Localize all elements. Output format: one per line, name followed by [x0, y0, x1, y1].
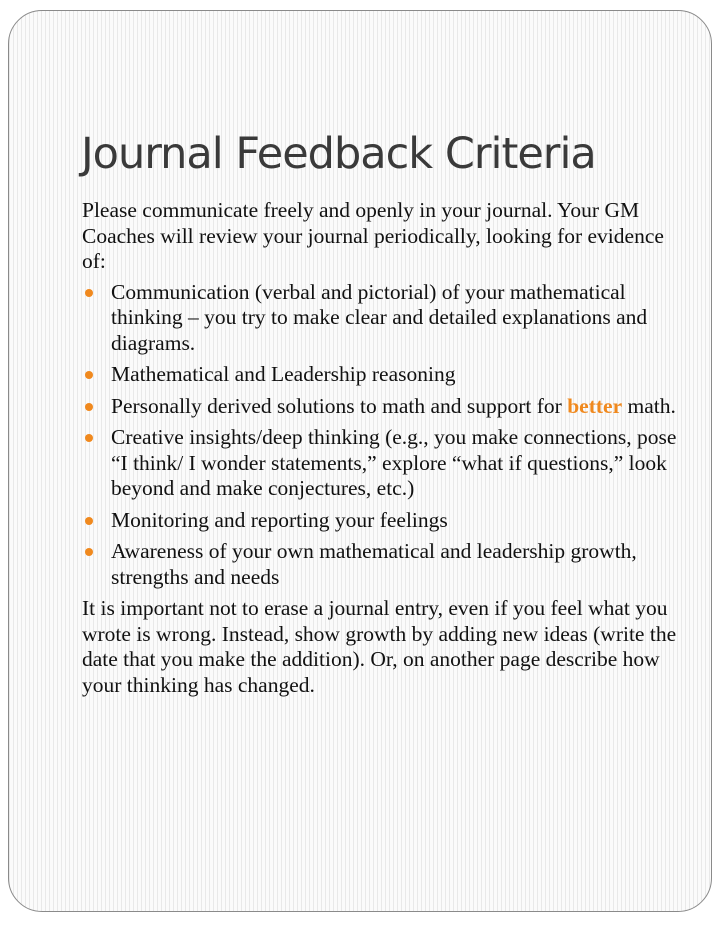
- list-item: [82, 539, 682, 590]
- bullet-dot-icon: [85, 548, 93, 556]
- list-item: [82, 280, 682, 357]
- highlight-word: better: [567, 393, 623, 418]
- list-item: [82, 425, 682, 502]
- slide-body: [82, 198, 682, 698]
- list-item-text-before: Personally derived solutions to math and support for: [111, 393, 568, 418]
- bullet-dot-icon: [85, 517, 93, 525]
- list-item: [82, 362, 682, 388]
- intro-paragraph: Please communicate freely and openly in your journal. Your GM Coaches will review your journal periodically, looking for evidence of:: [82, 198, 664, 273]
- list-item: [82, 508, 682, 534]
- list-item-text: Monitoring and reporting your feelings: [111, 507, 448, 532]
- list-item-text: Creative insights/deep thinking (e.g., you make connections, pose “I think/ I wonder statements,” explore “what if questions,” look beyond and make conjectures, etc.): [111, 425, 677, 500]
- bullet-dot-icon: [85, 289, 93, 297]
- bullet-dot-icon: [85, 371, 93, 379]
- list-item: [82, 394, 682, 420]
- list-item-text-after: math.: [622, 393, 676, 418]
- slide-title: Journal Feedback Criteria: [81, 129, 596, 179]
- criteria-list: [82, 280, 682, 591]
- bullet-dot-icon: [85, 434, 93, 442]
- slide: [8, 10, 712, 912]
- list-item-text: Communication (verbal and pictorial) of your mathematical thinking – you try to make clear and detailed explanations and diagrams.: [111, 279, 648, 355]
- closing-paragraph: It is important not to erase a journal entry, even if you feel what you wrote is wrong. Instead, show growth by adding new ideas (write the date that you make the addition). Or, on another page describe how your thinking has changed.: [82, 596, 677, 697]
- list-item-text: Awareness of your own mathematical and leadership growth, strengths and needs: [111, 539, 637, 589]
- bullet-dot-icon: [85, 403, 93, 411]
- list-item-text: Mathematical and Leadership reasoning: [111, 362, 456, 386]
